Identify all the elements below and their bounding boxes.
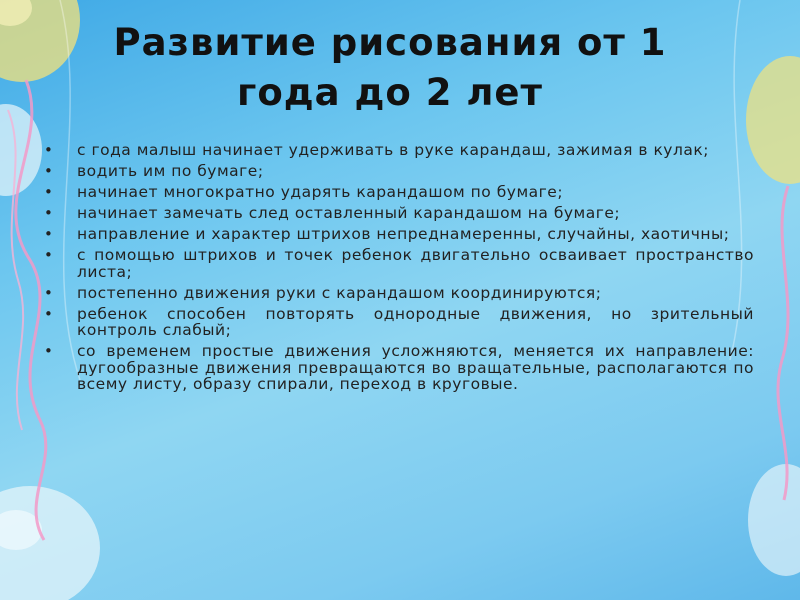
bullet-icon: • xyxy=(44,141,54,159)
list-item-text: водить им по бумаге; xyxy=(77,162,264,180)
bullet-icon: • xyxy=(44,162,54,180)
list-item xyxy=(44,285,754,302)
bullet-icon: • xyxy=(44,183,54,201)
list-item xyxy=(44,306,754,339)
title-line-1: Развитие рисования от 1 xyxy=(113,21,667,64)
bullet-icon: • xyxy=(44,304,54,323)
balloon-white-bottom-right xyxy=(748,464,800,576)
list-item-text: начинает замечать след оставленный карандашом на бумаге; xyxy=(77,204,621,222)
bullet-list xyxy=(44,142,754,397)
list-item xyxy=(44,226,754,243)
list-item xyxy=(44,184,754,201)
bullet-icon: • xyxy=(44,283,54,302)
slide-title xyxy=(60,18,720,118)
list-item-text: ребенок способен повторять однородные движения, но зрительный контроль слабый; xyxy=(77,304,754,339)
bullet-icon: • xyxy=(44,204,54,222)
list-item xyxy=(44,343,754,393)
list-item-text: со временем простые движения усложняются, меняется их направление: дугообразные движения превращаются во вращательные, располагаются по всему листу, образу спирали, переход в круговые. xyxy=(77,342,754,393)
balloon-yellow-right xyxy=(746,56,800,184)
list-item xyxy=(44,142,754,159)
list-item-text: направление и характер штрихов непреднамеренны, случайны, хаотичны; xyxy=(77,225,730,243)
bullet-icon: • xyxy=(44,342,54,360)
title-line-2: года до 2 лет xyxy=(237,71,543,114)
list-item-text: с помощью штрихов и точек ребенок двигательно осваивает пространство листа; xyxy=(77,246,754,281)
list-item-text: постепенно движения руки с карандашом координируются; xyxy=(77,283,602,302)
list-item-text: с года малыш начинает удерживать в руке карандаш, зажимая в кулак; xyxy=(77,141,709,159)
list-item xyxy=(44,205,754,222)
list-item xyxy=(44,247,754,280)
bullet-icon: • xyxy=(44,246,54,264)
list-item xyxy=(44,163,754,180)
bullet-icon: • xyxy=(44,225,54,243)
ribbon-pink-right xyxy=(778,186,788,500)
list-item-text: начинает многократно ударять карандашом по бумаге; xyxy=(77,183,564,201)
